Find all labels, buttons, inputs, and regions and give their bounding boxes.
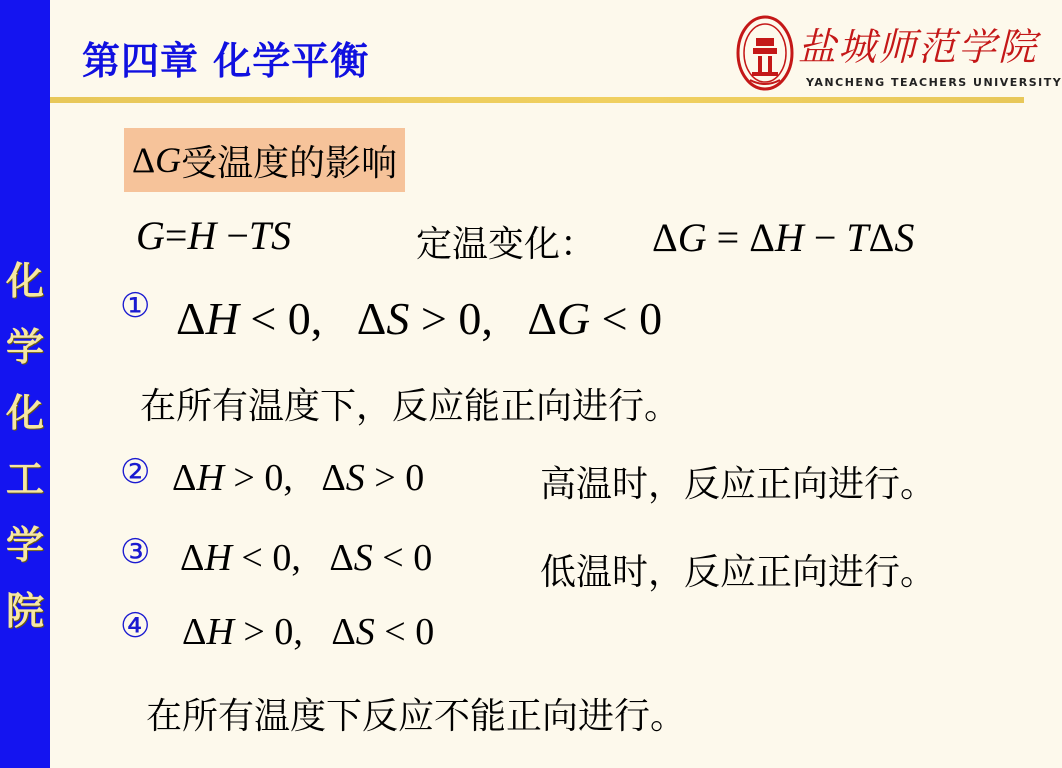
title-divider (50, 97, 1024, 103)
sidebar-label (0, 248, 50, 644)
sidebar-char: 学 (5, 325, 44, 369)
sidebar-char: 化 (5, 259, 44, 303)
delta-symbol: Δ (329, 537, 354, 579)
var-h: H (205, 293, 239, 344)
var-h: H (187, 213, 217, 258)
var-h: H (206, 611, 234, 653)
sidebar-char: 工 (5, 457, 44, 501)
inequality: < 0, (231, 537, 330, 579)
inequality: < 0 (590, 293, 663, 344)
logo-chinese-name: 盐城师范学院 (798, 25, 1039, 69)
var-h: H (774, 215, 804, 260)
var-s: S (353, 537, 373, 579)
minus-sign: − (803, 215, 847, 260)
sidebar (0, 0, 50, 768)
inequality: < 0, (238, 293, 357, 344)
university-seal-icon (736, 14, 794, 92)
sidebar-char: 院 (5, 589, 44, 633)
delta-symbol: Δ (176, 293, 206, 344)
isothermal-equation (652, 214, 914, 261)
inequality: < 0 (374, 611, 435, 653)
case-1-note: 在所有温度下，反应能正向进行。 (140, 386, 681, 427)
delta-symbol: Δ (132, 140, 156, 180)
sidebar-char: 学 (5, 523, 44, 567)
university-logo (730, 10, 1062, 96)
heading-text: 受温度的影响 (181, 142, 398, 184)
delta-symbol: Δ (172, 457, 197, 499)
case-3-marker: ③ (120, 532, 151, 572)
case-2-marker: ② (120, 452, 151, 492)
delta-symbol: Δ (652, 215, 678, 260)
section-heading (124, 128, 405, 192)
minus-sign: − (216, 213, 249, 258)
var-h: H (196, 457, 224, 499)
variable-g: G (155, 140, 182, 180)
equals-sign: = (706, 215, 750, 260)
delta-symbol: Δ (321, 457, 346, 499)
delta-symbol: Δ (182, 611, 207, 653)
var-g: G (677, 215, 707, 260)
delta-symbol: Δ (749, 215, 775, 260)
case-1-condition (176, 292, 662, 345)
var-s: S (386, 293, 410, 344)
delta-symbol: Δ (356, 293, 387, 344)
var-g: G (556, 293, 591, 344)
isothermal-label: 定温变化： (416, 224, 597, 265)
inequality: > 0 (364, 457, 425, 499)
var-s: S (894, 215, 915, 260)
case-4-note: 在所有温度下反应不能正向进行。 (146, 696, 687, 737)
delta-symbol: Δ (180, 537, 205, 579)
case-4-condition (182, 610, 434, 654)
case-2-condition (172, 456, 424, 500)
inequality: > 0, (233, 611, 332, 653)
var-ts: TS (248, 213, 292, 258)
slide-title: 第四章 化学平衡 (82, 39, 370, 83)
var-t: T (846, 215, 869, 260)
var-s: S (345, 457, 365, 499)
delta-symbol: Δ (527, 293, 557, 344)
var-g: G (136, 213, 165, 258)
case-3-condition (180, 536, 432, 580)
equals-sign: = (164, 213, 188, 258)
inequality: > 0, (409, 293, 528, 344)
var-s: S (355, 611, 375, 653)
delta-symbol: Δ (331, 611, 356, 653)
logo-english-name: YANCHENG TEACHERS UNIVERSITY (806, 76, 1062, 89)
case-4-marker: ④ (120, 606, 151, 646)
case-1-marker: ① (120, 286, 151, 326)
gibbs-definition (136, 212, 291, 259)
sidebar-char: 化 (5, 391, 44, 435)
inequality: < 0 (372, 537, 433, 579)
delta-symbol: Δ (868, 215, 895, 260)
case-2-note: 高温时，反应正向进行。 (540, 464, 937, 505)
var-h: H (204, 537, 232, 579)
case-3-note: 低温时，反应正向进行。 (540, 552, 937, 593)
inequality: > 0, (223, 457, 322, 499)
